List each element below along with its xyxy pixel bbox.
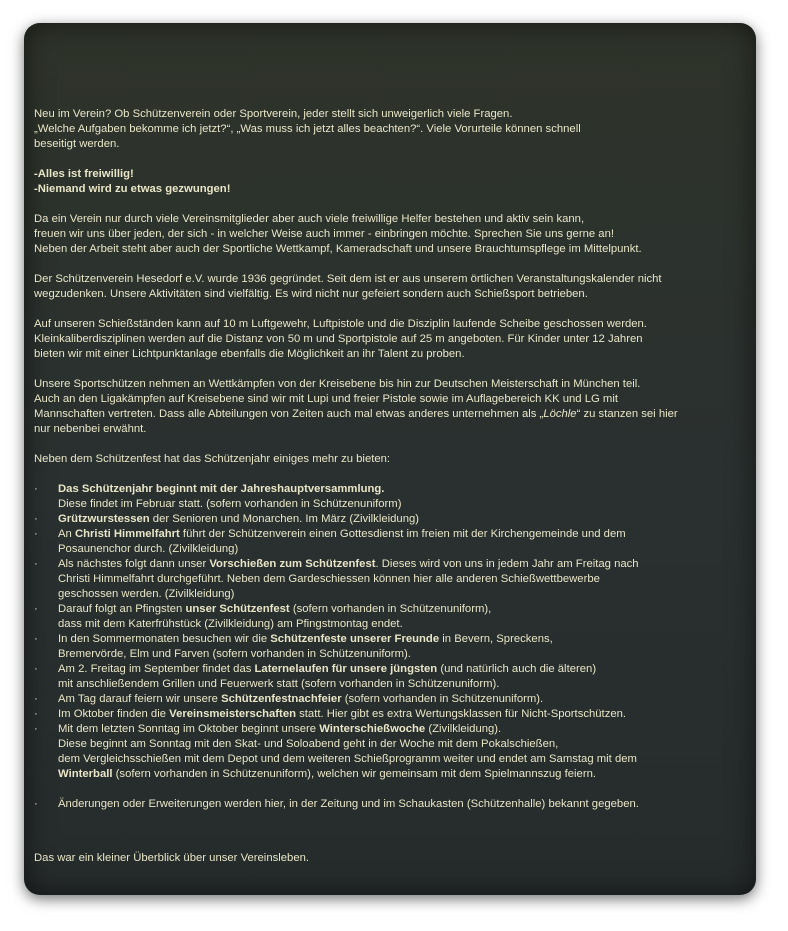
item-text: . Dieses wird von uns in jedem Jahr am Freitag nach xyxy=(375,558,639,570)
list-item xyxy=(34,707,750,722)
text-line: Unsere Sportschützen nehmen an Wettkämpfen von der Kreisebene bis hin zur Deutschen Meisterschaft in München teil. xyxy=(34,378,641,390)
content-panel xyxy=(24,23,756,895)
text-line: Da ein Verein nur durch viele Vereinsmitglieder aber auch viele freiwillige Helfer bestehen und aktiv sein kann, xyxy=(34,213,585,225)
bullet-icon: · xyxy=(34,513,38,525)
competitions-paragraph xyxy=(34,377,750,437)
item-text: In den Sommermonaten besuchen wir die xyxy=(58,633,271,645)
item-text: (sofern vorhanden in Schützenuniform). xyxy=(341,693,544,705)
item-line: geschossen werden. (Zivilkleidung) xyxy=(58,588,235,600)
item-text: (und natürlich auch die älteren) xyxy=(437,663,597,675)
list-spacer xyxy=(34,782,750,797)
intro-line: Neu im Verein? Ob Schützenverein oder Sportverein, jeder stellt sich unweigerlich viele Fragen. xyxy=(34,108,513,120)
text-line: Auf unseren Schießständen kann auf 10 m Luftgewehr, Luftpistole und die Disziplin laufende Scheibe geschossen werden. xyxy=(34,318,647,330)
item-text: in Bevern, Spreckens, xyxy=(439,633,553,645)
item-bold: Schützenfestnachfeier xyxy=(221,693,342,705)
item-line xyxy=(58,767,750,782)
item-line: Christi Himmelfahrt durchgeführt. Neben dem Gardeschiessen können hier alle anderen Schießwettbewerbe xyxy=(58,573,600,585)
disciplines-paragraph xyxy=(34,317,750,362)
text-line xyxy=(34,407,750,422)
list-item xyxy=(34,512,750,527)
list-item xyxy=(34,632,750,662)
text-line: Der Schützenverein Hesedorf e.V. wurde 1936 gegründet. Seit dem ist er aus unserem örtlichen Veranstaltungskalender nicht xyxy=(34,273,662,285)
bullet-icon: · xyxy=(34,663,38,675)
item-line: dass mit dem Katerfrühstück (Zivilkleidung) am Pfingstmontag endet. xyxy=(58,618,403,630)
text-line: Neben der Arbeit steht aber auch der Sportliche Wettkampf, Kameradschaft und unsere Brauchtumspflege im Mittelpunkt. xyxy=(34,243,642,255)
item-text: Am 2. Freitag im September findet das xyxy=(58,663,255,675)
helpers-paragraph xyxy=(34,212,750,257)
italic-word: Löchle xyxy=(543,408,577,420)
item-bold: Winterball xyxy=(58,768,113,780)
text-line: Neben dem Schützenfest hat das Schützenjahr einiges mehr zu bieten: xyxy=(34,453,391,465)
item-text: statt. Hier gibt es extra Wertungsklassen für Nicht-Sportschützen. xyxy=(296,708,627,720)
list-item xyxy=(34,662,750,692)
list-item xyxy=(34,602,750,632)
item-bold: unser Schützenfest xyxy=(185,603,290,615)
item-line: Posaunenchor durch. (Zivilkleidung) xyxy=(58,543,239,555)
item-bold: Vorschießen zum Schützenfest xyxy=(209,558,376,570)
item-bold: Laternelaufen für unsere jüngsten xyxy=(254,663,438,675)
item-line xyxy=(58,527,750,542)
intro-line: „Welche Aufgaben bekomme ich jetzt?“, „Was muss ich jetzt alles beachten?“. Viele Vorurteile können schnell xyxy=(34,123,581,135)
item-text: führt der Schützenverein einen Gottesdienst im freien mit der Kirchengemeinde und dem xyxy=(179,528,626,540)
spacer xyxy=(34,827,750,851)
text-line: Kleinkaliberdisziplinen werden auf die Distanz von 50 m und Sportpistole auf 25 m angeboten. Für Kinder unter 12 Jahren xyxy=(34,333,643,345)
item-text: Am Tag darauf feiern wir unsere xyxy=(58,693,222,705)
bullet-icon: · xyxy=(34,603,38,615)
text-segment: Mannschaften vertreten. Dass alle Abteilungen von Zeiten auch mal etwas anderes unternehmen als „ xyxy=(34,408,544,420)
list-item xyxy=(34,797,750,812)
intro-line: beseitigt werden. xyxy=(34,138,120,150)
list-item xyxy=(34,557,750,602)
list-item xyxy=(34,482,750,512)
bullet-icon: · xyxy=(34,798,38,810)
item-line xyxy=(58,557,750,572)
bullet-icon: · xyxy=(34,693,38,705)
item-line: mit anschließendem Grillen und Feuerwerk statt (sofern vorhanden in Schützenuniform). xyxy=(58,678,500,690)
bullet-icon: · xyxy=(34,723,38,735)
item-line xyxy=(58,632,750,647)
intro-paragraph xyxy=(34,107,750,152)
bullet-icon: · xyxy=(34,708,38,720)
item-line: dem Vergleichsschießen mit dem Depot und dem weiteren Schießprogramm weiter und endet am Samstag mit dem xyxy=(58,753,637,765)
list-item xyxy=(34,692,750,707)
bullet-icon: · xyxy=(34,528,38,540)
item-text: (sofern vorhanden in Schützenuniform), welchen wir gemeinsam mit dem Spielmannszug feiern. xyxy=(112,768,596,780)
events-list xyxy=(34,482,750,812)
history-paragraph xyxy=(34,272,750,302)
item-text: Mit dem letzten Sonntag im Oktober beginnt unsere xyxy=(58,723,320,735)
item-text: der Senioren und Monarchen. Im März (Zivilkleidung) xyxy=(149,513,420,525)
text-line: freuen wir uns über jeden, der sich - in welcher Weise auch immer - einbringen möchte. Sprechen Sie uns gerne an! xyxy=(34,228,614,240)
item-line: Änderungen oder Erweiterungen werden hier, in der Zeitung und im Schaukasten (Schützenhalle) bekannt gegeben. xyxy=(58,798,639,810)
item-line: Diese beginnt am Sonntag mit den Skat- und Soloabend geht in der Woche mit dem Pokalschießen, xyxy=(58,738,559,750)
list-item xyxy=(34,527,750,557)
item-line xyxy=(58,692,750,707)
text-line: bieten wir mit einer Lichtpunktanlage ebenfalls die Möglichkeit an ihr Talent zu proben. xyxy=(34,348,465,360)
bullet-icon: · xyxy=(34,483,38,495)
item-line: Diese findet im Februar statt. (sofern vorhanden in Schützenuniform) xyxy=(58,498,402,510)
item-bold: Vereinsmeisterschaften xyxy=(169,708,296,720)
item-line: Bremervörde, Elm und Farven (sofern vorhanden in Schützenuniform). xyxy=(58,648,411,660)
year-intro-paragraph xyxy=(34,452,750,467)
item-text: (Zivilkleidung). xyxy=(425,723,502,735)
bullet-icon: · xyxy=(34,558,38,570)
text-line: Auch an den Ligakämpfen auf Kreisebene sind wir mit Lupi und freier Pistole sowie im Auflagebereich KK und LG mit xyxy=(34,393,618,405)
text-line: wegzudenken. Unsere Aktivitäten sind vielfältig. Es wird nicht nur gefeiert sondern auch Schießsport betrieben. xyxy=(34,288,588,300)
item-line xyxy=(58,707,750,722)
bullet-icon: · xyxy=(34,633,38,645)
item-bold: Schützenfeste unserer Freunde xyxy=(270,633,440,645)
item-bold: Christi Himmelfahrt xyxy=(74,528,180,540)
item-text: An xyxy=(58,528,75,540)
text-segment: “ zu stanzen sei hier xyxy=(576,408,678,420)
slogan-line: -Niemand wird zu etwas gezwungen! xyxy=(34,183,231,195)
text-line: nur nebenbei erwähnt. xyxy=(34,423,147,435)
item-text: Als nächstes folgt dann unser xyxy=(58,558,210,570)
list-item xyxy=(34,722,750,782)
item-text: (sofern vorhanden in Schützenuniform), xyxy=(289,603,492,615)
item-line xyxy=(58,662,750,677)
item-bold: Das Schützenjahr beginnt mit der Jahreshauptversammlung. xyxy=(58,483,385,495)
slogan-paragraph xyxy=(34,167,750,197)
item-line xyxy=(58,512,750,527)
text-line: Das war ein kleiner Überblick über unser Vereinsleben. xyxy=(34,852,310,864)
closing-paragraph xyxy=(34,851,750,866)
item-text: Im Oktober finden die xyxy=(58,708,170,720)
item-bold: Winterschießwoche xyxy=(319,723,426,735)
item-line xyxy=(58,722,750,737)
item-bold: Grützwurstessen xyxy=(58,513,150,525)
slogan-line: -Alles ist freiwillig! xyxy=(34,168,134,180)
item-text: Darauf folgt an Pfingsten xyxy=(58,603,186,615)
item-line xyxy=(58,602,750,617)
